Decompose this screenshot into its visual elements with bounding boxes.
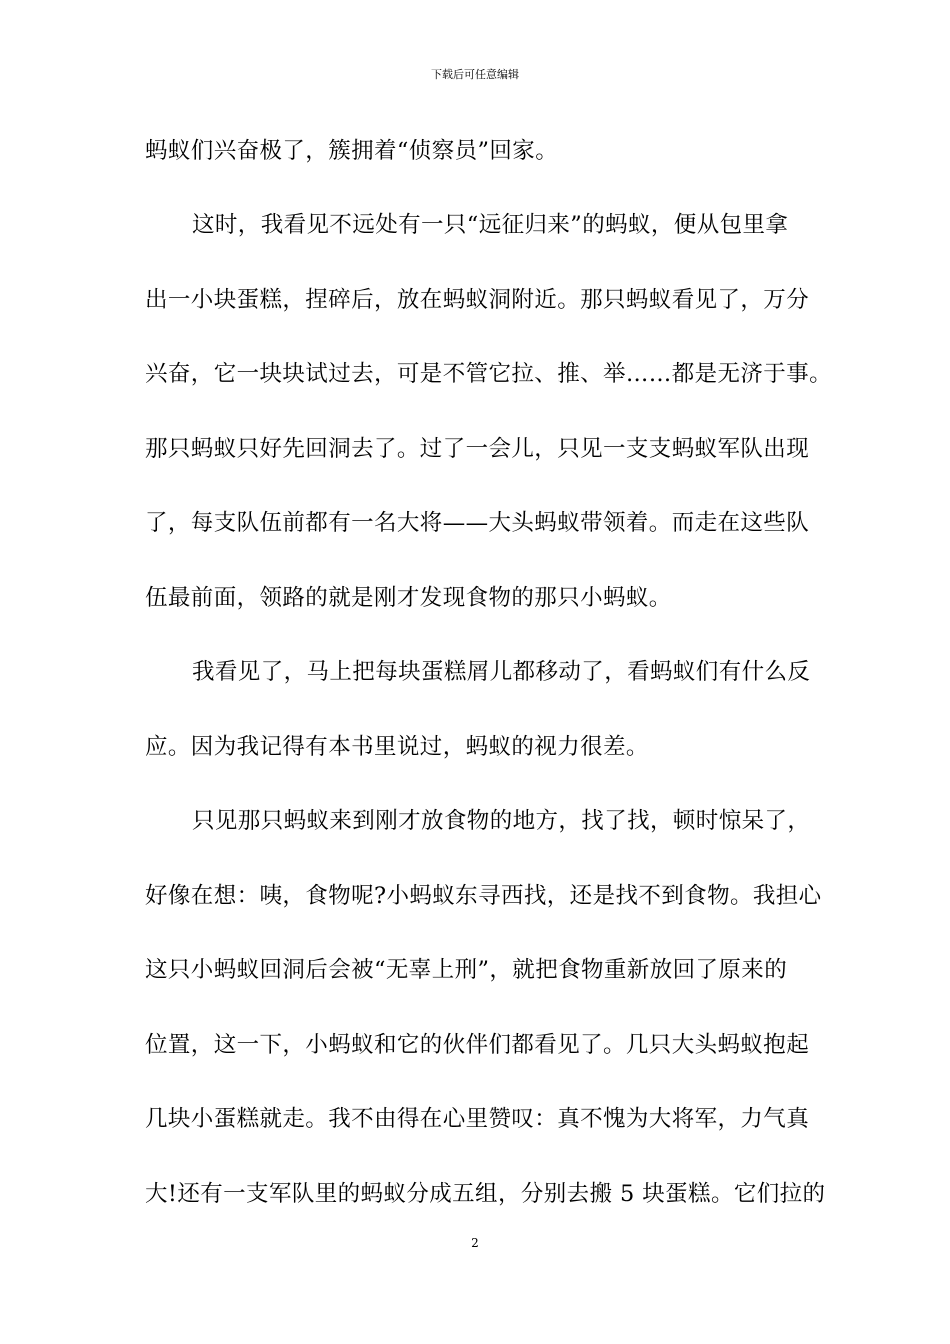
text-line: 我看见了，马上把每块蛋糕屑儿都移动了，看蚂蚁们有什么反 bbox=[192, 659, 811, 685]
text-line: 这时，我看见不远处有一只“远征归来”的蚂蚁，便从包里拿 bbox=[192, 212, 789, 238]
text-line: 那只蚂蚁只好先回洞去了。过了一会儿，只见一支支蚂蚁军队出现 bbox=[145, 436, 810, 462]
text-line: 几块小蛋糕就走。我不由得在心里赞叹：真不愧为大将军，力气真 bbox=[145, 1106, 810, 1132]
text-line: 应。因为我记得有本书里说过，蚂蚁的视力很差。 bbox=[145, 734, 649, 760]
text-line: 这只小蚂蚁回洞后会被“无辜上刑”，就把食物重新放回了原来的 bbox=[145, 957, 788, 983]
page-header: 下载后可任意编辑 bbox=[431, 68, 519, 81]
text-line: 只见那只蚂蚁来到刚才放食物的地方，找了找，顿时惊呆了， bbox=[192, 808, 811, 834]
text-line: 伍最前面，领路的就是刚才发现食物的那只小蚂蚁。 bbox=[145, 585, 672, 611]
text-line: 了，每支队伍前都有一名大将——大头蚂蚁带领着。而走在这些队 bbox=[145, 510, 810, 536]
text-line: 蚂蚁们兴奋极了，簇拥着“侦察员”回家。 bbox=[145, 138, 559, 164]
text-line: 好像在想：咦，食物呢?小蚂蚁东寻西找，还是找不到食物。我担心 bbox=[145, 883, 822, 909]
text-line: 出一小块蛋糕，捏碎后，放在蚂蚁洞附近。那只蚂蚁看见了，万分 bbox=[145, 287, 810, 313]
text-line: 兴奋，它一块块试过去，可是不管它拉、推、举……都是无济于事。 bbox=[145, 361, 833, 387]
text-line: 大!还有一支军队里的蚂蚁分成五组，分别去搬 5 块蛋糕。它们拉的 bbox=[145, 1181, 826, 1207]
page-number: 2 bbox=[471, 1236, 479, 1250]
text-line: 位置，这一下，小蚂蚁和它的伙伴们都看见了。几只大头蚂蚁抱起 bbox=[145, 1032, 810, 1058]
